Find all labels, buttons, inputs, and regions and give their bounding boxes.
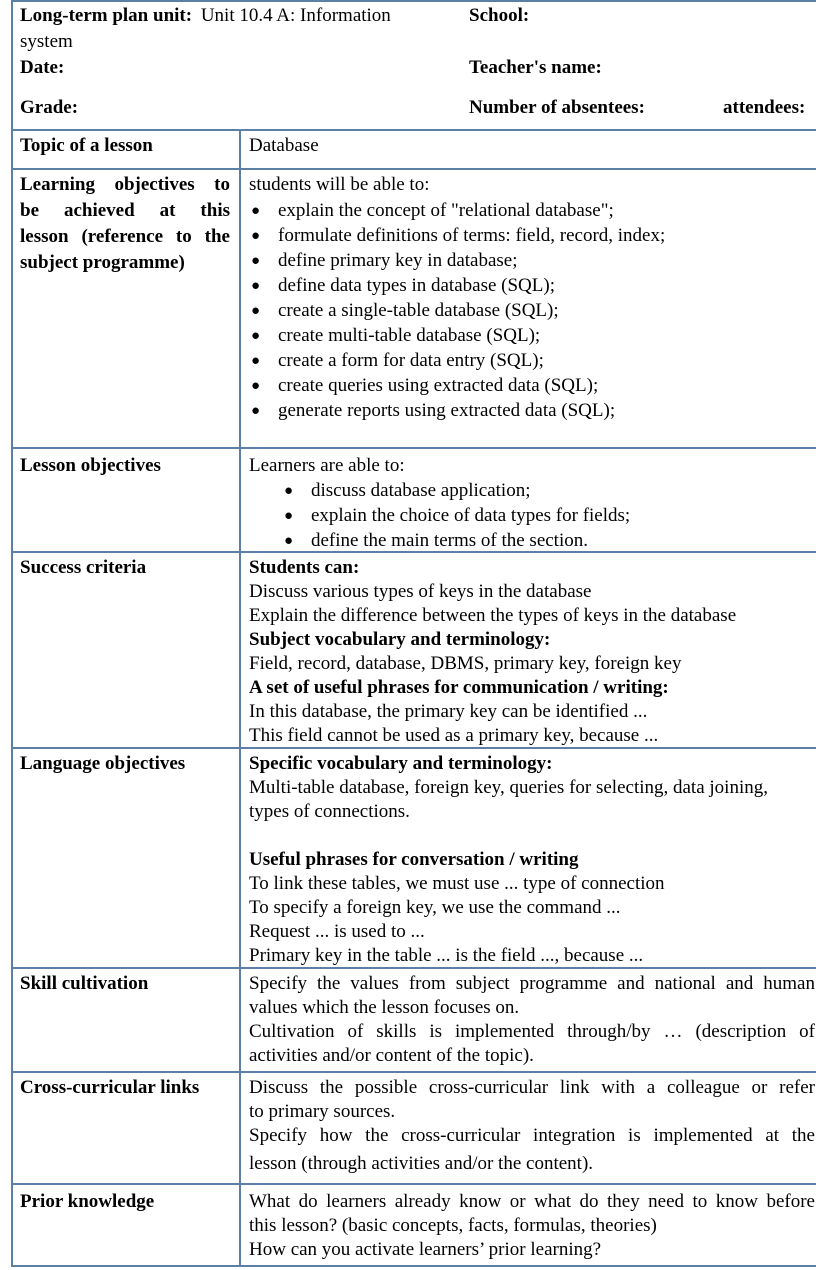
cross-curricular-line: Specify how the cross-curricular integration is implemented at the [249, 1125, 815, 1146]
bullet-icon: ● [284, 508, 294, 524]
list-item: create multi-table database (SQL); [278, 325, 541, 346]
row-divider [11, 447, 816, 449]
unit-label: Long-term plan unit: [20, 5, 193, 26]
school-label: School: [469, 5, 530, 26]
skill-cultivation-line: Specify the values from subject programme and national and human [249, 973, 815, 994]
table-left-border [11, 0, 13, 1267]
bullet-icon: ● [284, 533, 294, 549]
unit-value-continued: system [20, 31, 73, 52]
cross-curricular-line: to primary sources. [249, 1101, 396, 1122]
cross-curricular-label: Cross-curricular links [20, 1077, 200, 1098]
row-divider [11, 168, 816, 170]
list-item: define the main terms of the section. [311, 530, 588, 551]
topic-value: Database [249, 135, 319, 156]
skill-cultivation-line: activities and/or content of the topic). [249, 1045, 534, 1066]
list-item: formulate definitions of terms: field, record, index; [278, 225, 666, 246]
phrase-line: In this database, the primary key can be identified ... [249, 701, 648, 722]
specific-vocabulary-heading: Specific vocabulary and terminology: [249, 753, 553, 774]
cross-curricular-line: lesson (through activities and/or the content). [249, 1153, 594, 1174]
phrase-line: Primary key in the table ... is the field ..., because ... [249, 945, 644, 966]
lesson-objectives-intro: Learners are able to: [249, 455, 405, 476]
vocabulary-line: Multi-table database, foreign key, queries for selecting, data joining, [249, 777, 768, 798]
vocabulary-heading: Subject vocabulary and terminology: [249, 629, 551, 650]
skill-cultivation-line: Cultivation of skills is implemented through/by … (description of [249, 1021, 815, 1042]
success-criteria-line: Explain the difference between the types of keys in the database [249, 605, 737, 626]
cross-curricular-line: Discuss the possible cross-curricular link with a colleague or refer [249, 1077, 815, 1098]
learning-objectives-intro: students will be able to: [249, 174, 430, 195]
learning-objectives-label-line: be achieved at this [20, 200, 230, 221]
list-item: discuss database application; [311, 480, 531, 501]
row-divider [11, 1183, 816, 1185]
useful-phrases-heading: Useful phrases for conversation / writing [249, 849, 579, 870]
bullet-icon: ● [284, 483, 294, 499]
success-criteria-line: Discuss various types of keys in the database [249, 581, 592, 602]
bullet-icon: ● [251, 203, 261, 219]
learning-objectives-label-line: lesson (reference to the [20, 226, 230, 247]
list-item: explain the concept of "relational database"; [278, 200, 614, 221]
bullet-icon: ● [251, 353, 261, 369]
phrase-line: Request ... is used to ... [249, 921, 425, 942]
phrase-line: This field cannot be used as a primary key, because ... [249, 725, 659, 746]
table-top-border [11, 0, 816, 2]
bullet-icon: ● [251, 378, 261, 394]
list-item: define primary key in database; [278, 250, 518, 271]
vocabulary-line: Field, record, database, DBMS, primary key, foreign key [249, 653, 682, 674]
list-item: explain the choice of data types for fields; [311, 505, 631, 526]
list-item: create a single-table database (SQL); [278, 300, 559, 321]
skill-cultivation-label: Skill cultivation [20, 973, 149, 994]
vocabulary-line: types of connections. [249, 801, 410, 822]
unit-label-row [20, 4, 391, 28]
prior-knowledge-line: How can you activate learners’ prior learning? [249, 1239, 602, 1260]
success-criteria-label: Success criteria [20, 557, 147, 578]
teacher-name-label: Teacher's name: [469, 57, 602, 78]
prior-knowledge-line: What do learners already know or what do they need to know before [249, 1191, 815, 1212]
list-item: create queries using extracted data (SQL); [278, 375, 599, 396]
skill-cultivation-line: values which the lesson focuses on. [249, 997, 520, 1018]
unit-value: Unit 10.4 A: Information [200, 5, 391, 26]
list-item: generate reports using extracted data (SQL); [278, 400, 616, 421]
date-label: Date: [20, 57, 65, 78]
bullet-icon: ● [251, 278, 261, 294]
grade-label: Grade: [20, 97, 79, 118]
phrases-heading: A set of useful phrases for communication / writing: [249, 677, 669, 698]
students-can-heading: Students can: [249, 557, 360, 578]
phrase-line: To specify a foreign key, we use the command ... [249, 897, 621, 918]
bullet-icon: ● [251, 228, 261, 244]
bullet-icon: ● [251, 403, 261, 419]
prior-knowledge-label: Prior knowledge [20, 1191, 155, 1212]
header-divider [11, 129, 816, 131]
row-divider [11, 1071, 816, 1073]
list-item: define data types in database (SQL); [278, 275, 555, 296]
bullet-icon: ● [251, 303, 261, 319]
prior-knowledge-line: this lesson? (basic concepts, facts, formulas, theories) [249, 1215, 657, 1236]
language-objectives-label: Language objectives [20, 753, 186, 774]
bullet-icon: ● [251, 253, 261, 269]
column-divider [239, 129, 241, 1267]
list-item: create a form for data entry (SQL); [278, 350, 544, 371]
table-bottom-border [11, 1265, 816, 1267]
lesson-objectives-label: Lesson objectives [20, 455, 161, 476]
learning-objectives-label-line: subject programme) [20, 252, 185, 273]
learning-objectives-label-line: Learning objectives to [20, 174, 230, 195]
phrase-line: To link these tables, we must use ... type of connection [249, 873, 665, 894]
topic-label: Topic of a lesson [20, 135, 153, 156]
bullet-icon: ● [251, 328, 261, 344]
attendees-label: attendees: [723, 97, 806, 118]
absentees-label: Number of absentees: [469, 97, 645, 118]
